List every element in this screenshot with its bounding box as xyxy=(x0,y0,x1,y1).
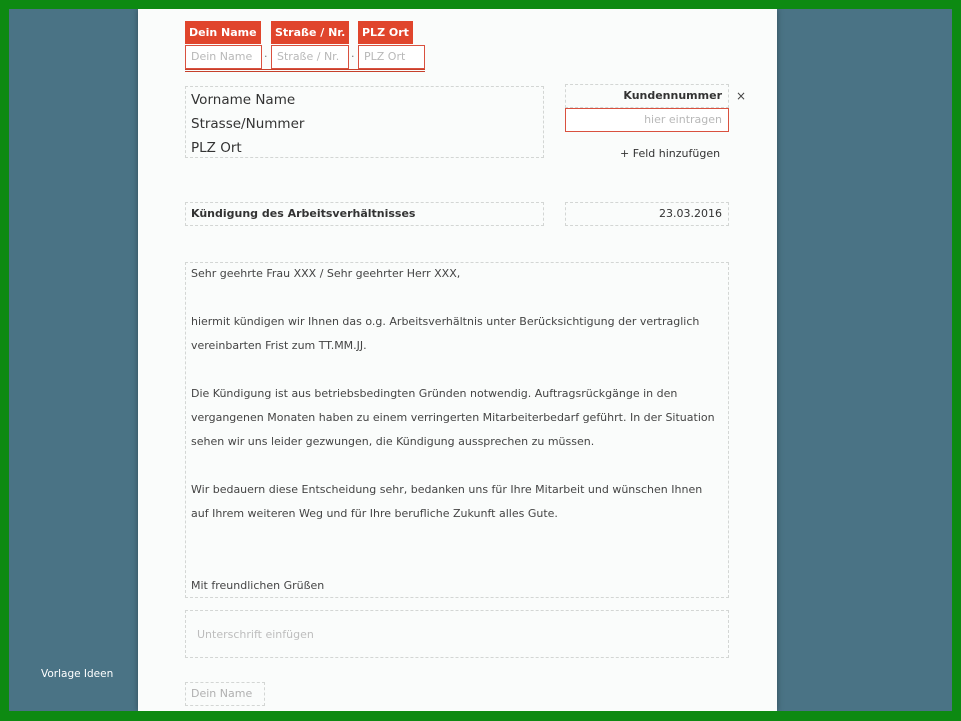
body-line: Wir bedauern diese Entscheidung sehr, bedanken uns für Ihre Mitarbeit und wünschen Ihnen xyxy=(191,483,703,496)
sender-city-input[interactable]: PLZ Ort xyxy=(358,45,425,69)
recipient-address-field[interactable] xyxy=(185,86,544,158)
letter-paper xyxy=(138,9,777,711)
add-field-button[interactable]: + Feld hinzufügen xyxy=(620,147,721,160)
sender-name-input[interactable]: Dein Name xyxy=(185,45,262,69)
body-line: vergangenen Monaten haben zu einem verringerten Mitarbeiterbedarf geführt. In der Situation xyxy=(191,411,715,424)
body-line: sehen wir uns leider gezwungen, die Kündigung aussprechen zu müssen. xyxy=(191,435,595,448)
body-line: auf Ihrem weiteren Weg und für Ihre berufliche Zukunft alles Gute. xyxy=(191,507,558,520)
sender-street-tag: Straße / Nr. xyxy=(271,21,349,44)
subject-field[interactable]: Kündigung des Arbeitsverhältnisses xyxy=(185,202,544,226)
sender-separator: · xyxy=(264,50,268,63)
sender-street-input[interactable]: Straße / Nr. xyxy=(271,45,349,69)
sender-separator: · xyxy=(351,50,355,63)
close-icon[interactable]: × xyxy=(736,89,747,103)
salutation-line: Sehr geehrte Frau XXX / Sehr geehrter Herr XXX, xyxy=(191,267,461,280)
body-line: Die Kündigung ist aus betriebsbedingten Gründen notwendig. Auftragsrückgänge in den xyxy=(191,387,678,400)
sender-underline xyxy=(185,69,425,72)
body-line: hiermit kündigen wir Ihnen das o.g. Arbeitsverhältnis unter Berücksichtigung der vertraglich xyxy=(191,315,700,328)
date-field[interactable]: 23.03.2016 xyxy=(565,202,729,226)
recipient-street: Strasse/Nummer xyxy=(191,116,305,132)
letter-body-field[interactable] xyxy=(185,262,729,598)
closing-line: Mit freundlichen Grüßen xyxy=(191,579,325,592)
sender-city-tag: PLZ Ort xyxy=(358,21,413,44)
body-line: vereinbarten Frist zum TT.MM.JJ. xyxy=(191,339,367,352)
customer-number-label[interactable]: Kundennummer xyxy=(565,84,729,108)
recipient-city: PLZ Ort xyxy=(191,140,242,156)
recipient-name: Vorname Name xyxy=(191,92,296,108)
bottom-name-field[interactable]: Dein Name xyxy=(185,682,265,706)
sender-name-tag: Dein Name xyxy=(185,21,261,44)
watermark-text: Vorlage Ideen xyxy=(41,668,114,680)
customer-number-input[interactable]: hier eintragen xyxy=(565,108,729,132)
signature-field[interactable]: Unterschrift einfügen xyxy=(185,610,729,658)
